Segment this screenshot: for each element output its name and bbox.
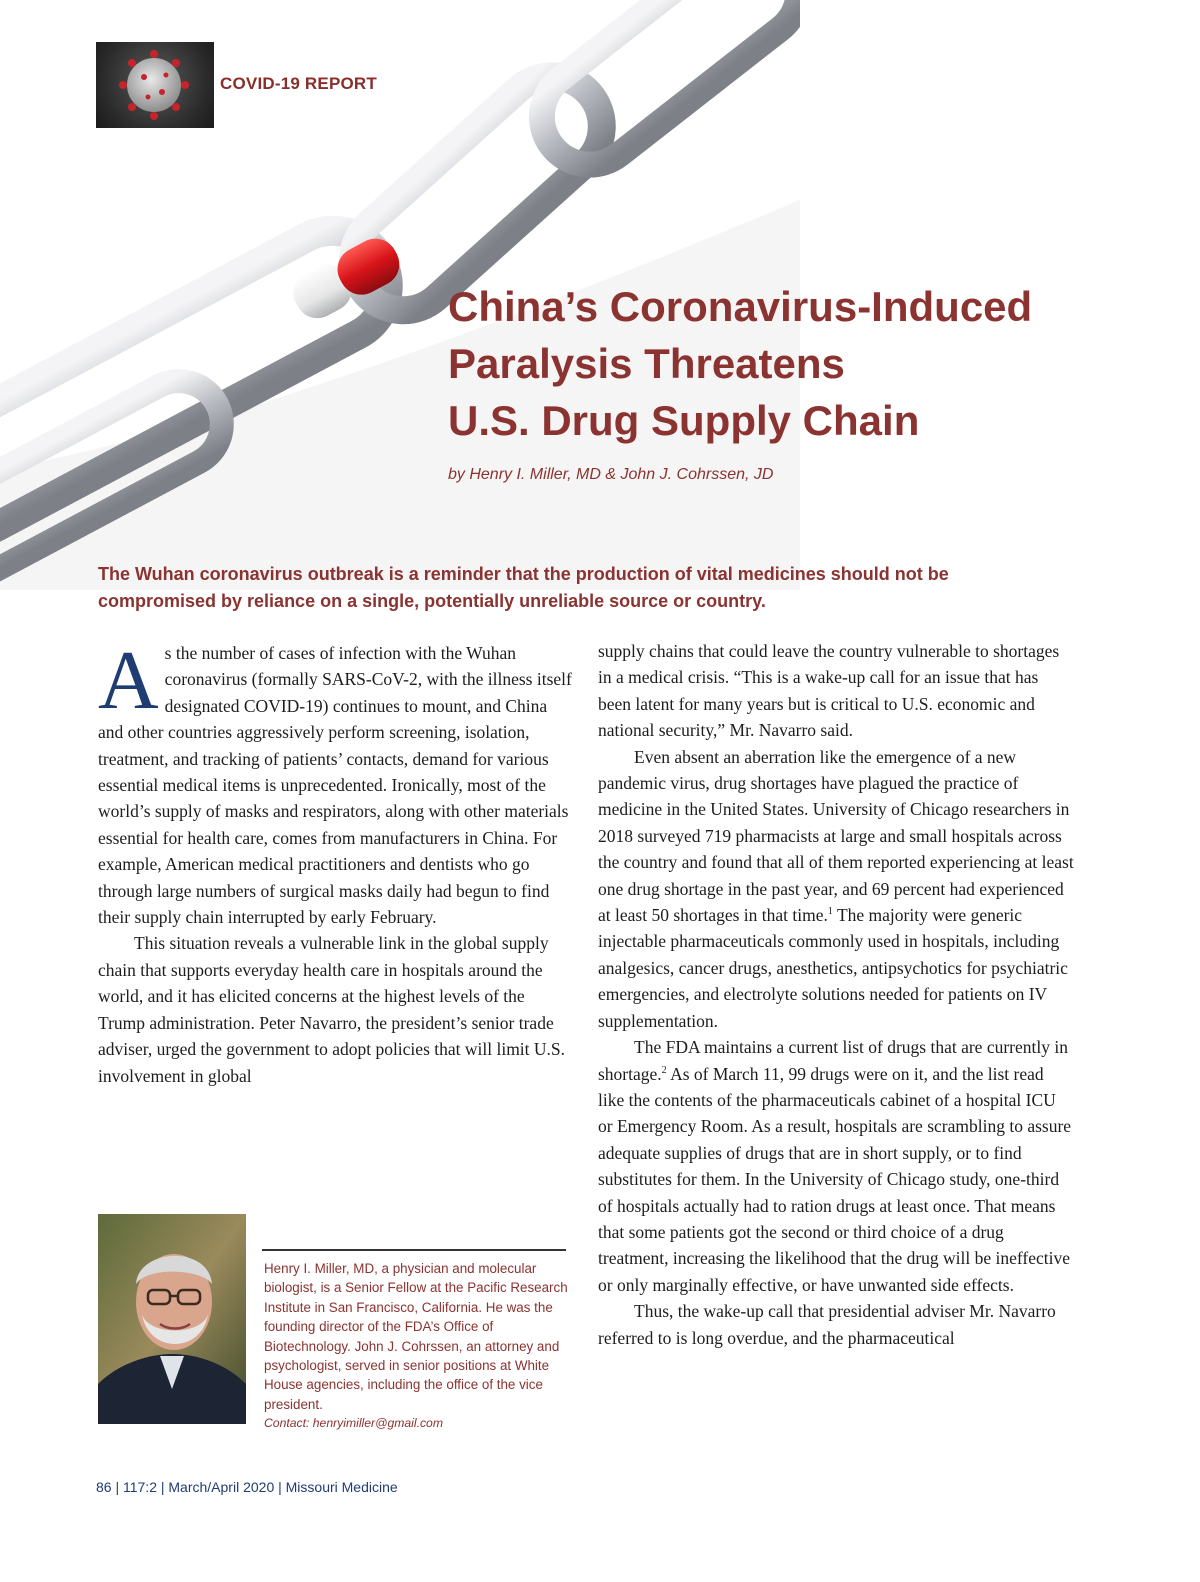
paragraph: As the number of cases of infection with the Wuhan coronavirus (formally SARS-CoV-2, with the illness itself designated COVID-19) continues to mount, and China and other countries aggressively perform screening, isolation, treatment, and tracking of patients’ contacts, demand for various essential medical items is unprecedented. Ironically, most of the world’s supply of masks and respirators, along with other materials essential for health care, comes from manufacturers in China. For example, American medical practitioners and dentists who go through large numbers of surgical masks daily had begun to find their supply chain interrupted by early February. bbox=[98, 634, 572, 928]
coronavirus-thumbnail bbox=[96, 42, 214, 128]
bio-divider bbox=[262, 1249, 566, 1251]
byline: by Henry I. Miller, MD & John J. Cohrssen, JD bbox=[448, 466, 774, 483]
bio-text: Henry I. Miller, MD, a physician and molecular biologist, is a Senior Fellow at the Pacific Research Institute in San Francisco, California. He was the founding director of the FDA’s Office of Biotechnology. John J. Cohrssen, an attorney and psychologist, served in senior positions at White House agencies, including the office of the vice president. bbox=[264, 1261, 568, 1412]
title-line: Paralysis Threatens bbox=[448, 340, 845, 387]
article-deck: The Wuhan coronavirus outbreak is a reminder that the production of vital medicines should not be compromised by reliance on a single, potentially unreliable source or country. bbox=[98, 564, 949, 611]
paragraph: This situation reveals a vulnerable link in the global supply chain that supports everyday health care in hospitals around the world, and it has elicited concerns at the highest levels of the Trump administration. Peter Navarro, the president’s senior trade adviser, urged the government to adopt policies that will limit U.S. involvement in global bbox=[98, 933, 566, 1086]
footnote-ref[interactable]: 2 bbox=[661, 1064, 667, 1076]
author-bio bbox=[264, 1259, 570, 1434]
virus-icon bbox=[96, 42, 214, 128]
left-column bbox=[98, 634, 572, 1089]
title-line: China’s Coronavirus-Induced bbox=[448, 283, 1033, 330]
bio-contact[interactable]: Contact: henryimiller@gmail.com bbox=[264, 1416, 443, 1431]
author-photo bbox=[98, 1214, 246, 1424]
right-column bbox=[598, 638, 1074, 1351]
paragraph: supply chains that could leave the country vulnerable to shortages in a medical crisis. “This is a wake-up call for an issue that has been latent for many years but is critical to U.S. economic and national security,” Mr. Navarro said. bbox=[598, 641, 1060, 741]
drop-cap: A bbox=[98, 634, 159, 727]
page-footer: 86 | 117:2 | March/April 2020 | Missouri Medicine bbox=[96, 1479, 398, 1495]
paragraph: The FDA maintains a current list of drugs that are currently in shortage.$^2$ As of March 11, 99 drugs were on it, and the list read like the contents of the pharmaceuticals cabinet of a hospital ICU or Emergency Room. As a result, hospitals are scrambling to assure adequate supplies of drugs that are in short supply, or to find substitutes for them. In the University of Chicago study, one-third of hospitals actually had to ration drugs at least once. That means that some patients got the second or third choice of a drug treatment, increasing the likelihood that the drug will be ineffective or only marginally effective, or have unwanted side effects. bbox=[598, 1037, 1072, 1295]
section-label: COVID-19 REPORT bbox=[220, 74, 377, 93]
paragraph: Thus, the wake-up call that presidential adviser Mr. Navarro referred to is long overdue, and the pharmaceutical bbox=[598, 1301, 1056, 1348]
paragraph: Even absent an aberration like the emergence of a new pandemic virus, drug shortages have plagued the practice of medicine in the United States. University of Chicago researchers in 2018 surveyed 719 pharmacists at large and small hospitals across the country and found that all of them reported experiencing at least one drug shortage in the past year, and 69 percent had experienced at least 50 shortages in that time.$^1$ The majority were generic injectable pharmaceuticals commonly used in hospitals, including analgesics, cancer drugs, anesthetics, antipsychotics for psychiatric emergencies, and electrolyte solutions needed for patients on IV supplementation. bbox=[598, 746, 1074, 1031]
footnote-ref[interactable]: 1 bbox=[827, 906, 833, 918]
article-title bbox=[448, 278, 1148, 449]
title-line: U.S. Drug Supply Chain bbox=[448, 397, 920, 444]
